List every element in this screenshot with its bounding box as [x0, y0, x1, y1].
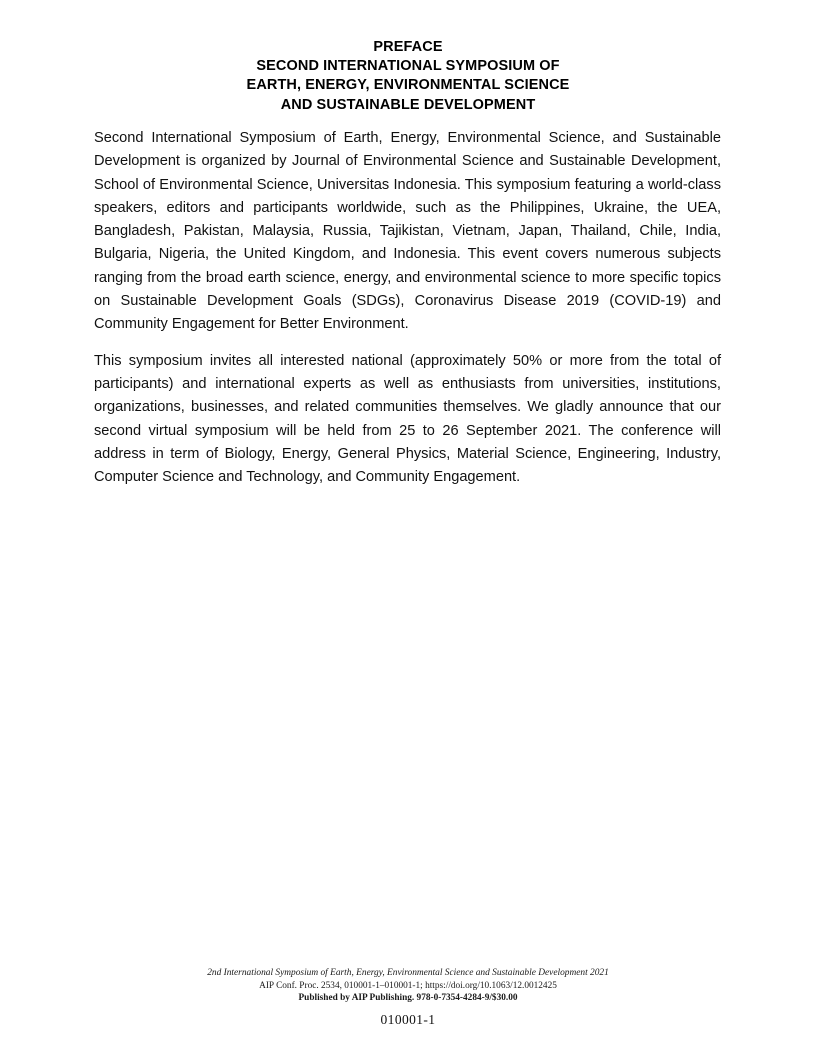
page-footer [0, 967, 816, 1005]
footer-conference-title: 2nd International Symposium of Earth, Energy, Environmental Science and Sustainable Development 2021 [207, 968, 609, 978]
paragraph-invitation: This symposium invites all interested national (approximately 50% or more from the total of participants) and international experts as well as enthusiasts from universities, institutions, organizations, businesses, and related communities themselves. We gladly announce that our second virtual symposium will be held from 25 to 26 September 2021. The conference will address in term of Biology, Energy, General Physics, Material Science, Engineering, Industry, Computer Science and Technology, and Community Engagement. [94, 352, 721, 486]
title-line-preface: PREFACE [373, 39, 443, 55]
footer-publisher: Published by AIP Publishing. 978-0-7354-4284-9/$30.00 [298, 993, 518, 1004]
footer-citation-doi: AIP Conf. Proc. 2534, 010001-1–010001-1; https://doi.org/10.1063/12.0012425 [259, 980, 557, 991]
title-line-symposium: SECOND INTERNATIONAL SYMPOSIUM OF [256, 58, 560, 75]
body-content [94, 127, 721, 489]
page-title [0, 38, 816, 115]
title-line-development: AND SUSTAINABLE DEVELOPMENT [280, 96, 536, 113]
title-line-topics: EARTH, ENERGY, ENVIRONMENTAL SCIENCE [246, 77, 570, 94]
page-number: 010001-1 [380, 1012, 436, 1027]
paragraph-overview: Second International Symposium of Earth, Energy, Environmental Science, and Sustainable Development is organized by Journal of Environmental Science and Sustainable Development, School of Environmental Science, Universitas Indonesia. This symposium featuring a world-class speakers, editors and participants worldwide, such as the Philippines, Ukraine, the UEA, Bangladesh, Pakistan, Malaysia, Russia, Tajikistan, Vietnam, Japan, Thailand, Chile, India, Bulgaria, Nigeria, the United Kingdom, and Indonesia. This event covers numerous subjects ranging from the broad earth science, energy, and environmental science to more specific topics on Sustainable Development Goals (SDGs), Coronavirus Disease 2019 (COVID-19) and Community Engagement for Better Environment. [94, 130, 721, 333]
